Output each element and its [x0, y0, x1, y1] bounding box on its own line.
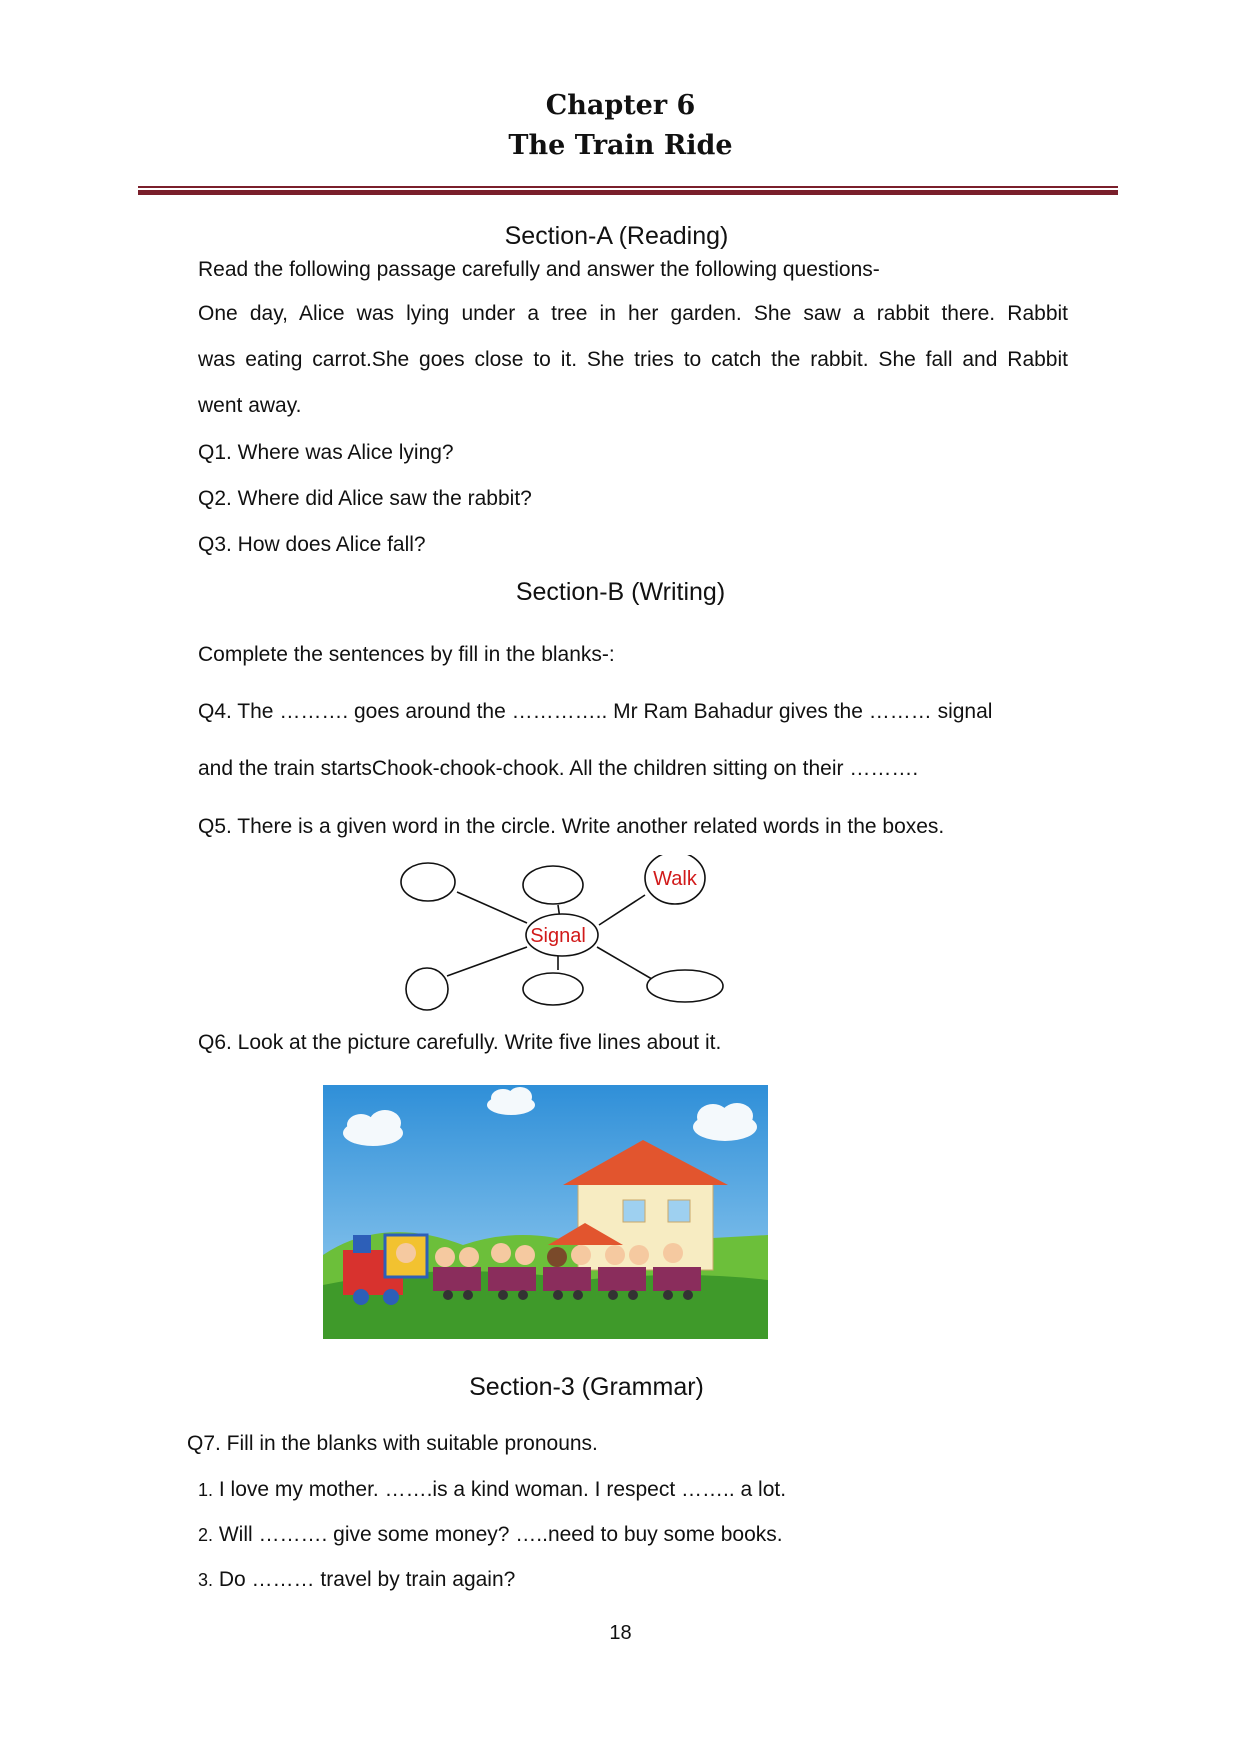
passage-line: went away.: [198, 394, 302, 417]
given-word-label: Walk: [653, 868, 697, 890]
question-1: Q1. Where was Alice lying?: [198, 441, 454, 464]
header-rule-thin: [138, 186, 1118, 188]
question-4-line-1: Q4. The ………. goes around the ………….. Mr Ram Bahadur gives the ……… signal: [198, 700, 993, 723]
item-number: 3.: [198, 1570, 214, 1590]
question-5: Q5. There is a given word in the circle. Write another related words in the boxes.: [198, 815, 945, 838]
question-7: Q7. Fill in the blanks with suitable pronouns.: [187, 1432, 598, 1455]
question-2: Q2. Where did Alice saw the rabbit?: [198, 487, 532, 510]
answer-circle[interactable]: [523, 973, 583, 1005]
item-text: Do ……… travel by train again?: [218, 1568, 516, 1591]
section-b-heading: Section-B (Writing): [515, 578, 726, 606]
web-connector: [447, 947, 527, 976]
item-number: 2.: [198, 1525, 214, 1545]
chapter-title: The Train Ride: [508, 130, 733, 161]
reading-passage: [198, 291, 1068, 429]
section-a-heading: Section-A (Reading): [504, 222, 729, 250]
question-4-line-2: and the train startsChook-chook-chook. All the children sitting on their ……….: [198, 757, 919, 780]
grammar-item-3: [198, 1568, 515, 1592]
item-text: I love my mother. …….is a kind woman. I respect …….. a lot.: [218, 1478, 787, 1501]
answer-circle[interactable]: [523, 866, 583, 904]
chapter-number: Chapter 6: [545, 90, 696, 121]
page-number: 18: [609, 1622, 632, 1644]
section-b-instruction: Complete the sentences by fill in the blanks-:: [198, 643, 615, 666]
web-connector: [457, 892, 527, 923]
center-word-label: Signal: [530, 925, 586, 947]
item-text: Will ………. give some money? …..need to buy some books.: [218, 1523, 783, 1546]
cloud-icon: [693, 1103, 757, 1141]
train-ride-picture: [323, 1085, 768, 1339]
answer-circle[interactable]: [647, 970, 723, 1002]
item-number: 1.: [198, 1480, 214, 1500]
header-rule-thick: [138, 190, 1118, 195]
web-connector: [599, 895, 645, 925]
passage-line: One day, Alice was lying under a tree in her garden. She saw a rabbit there. Rabbit: [198, 302, 1068, 325]
grammar-item-1: [198, 1478, 786, 1502]
answer-circle[interactable]: [406, 968, 448, 1010]
question-6: Q6. Look at the picture carefully. Write five lines about it.: [198, 1031, 722, 1054]
passage-line: was eating carrot.She goes close to it. She tries to catch the rabbit. She fall and Rabbit: [198, 348, 1068, 371]
question-3: Q3. How does Alice fall?: [198, 533, 426, 556]
section-c-heading: Section-3 (Grammar): [469, 1373, 704, 1401]
word-web-diagram: [395, 855, 735, 1015]
grammar-item-2: [198, 1523, 783, 1547]
answer-circle[interactable]: [401, 863, 455, 901]
web-connector: [597, 947, 657, 982]
section-a-instruction: Read the following passage carefully and answer the following questions-: [198, 258, 880, 281]
